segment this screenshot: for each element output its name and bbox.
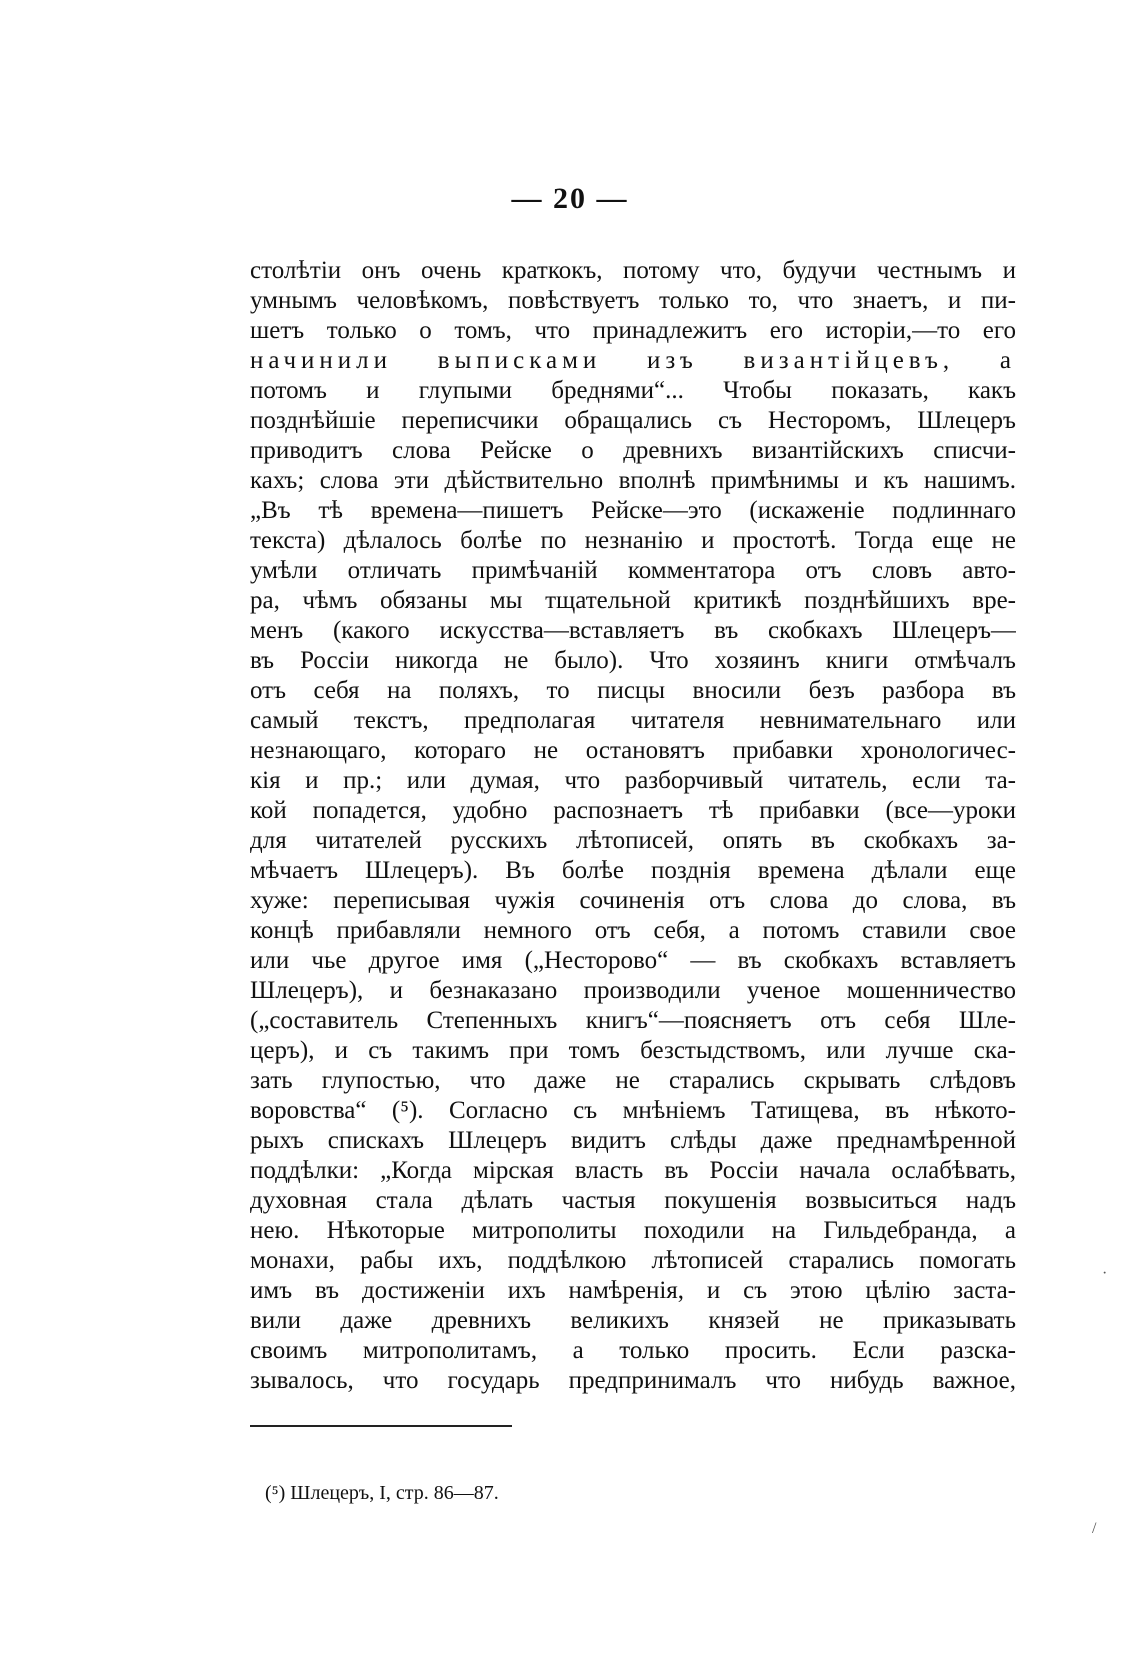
text-line: ра, чѣмъ обязаны мы тщательной критикѣ позднѣйшихъ вре- (250, 587, 1016, 614)
text-line: потомъ и глупыми бреднями“... Чтобы показать, какъ (250, 377, 1016, 404)
text-line: или чье другое имя („Несторово“ — въ скобкахъ вставляетъ (250, 947, 1016, 974)
margin-speck: · (1102, 1265, 1108, 1282)
text-line: имъ въ достиженіи ихъ намѣренія, и съ этою цѣлію заста- (250, 1277, 1016, 1304)
text-line: воровства“ (⁵). Согласно съ мнѣніемъ Татищева, въ нѣкото- (250, 1097, 1016, 1124)
text-line: вили даже древнихъ великихъ князей не приказывать (250, 1307, 1016, 1334)
text-line: незнающаго, котораго не остановятъ прибавки хронологичес- (250, 737, 1016, 764)
text-line: „Въ тѣ времена—пишетъ Рейске—это (искаженіе подлиннаго (250, 497, 1016, 524)
text-line: кахъ; слова эти дѣйствительно вполнѣ примѣнимы и къ нашимъ. (250, 467, 1016, 494)
text-line: отъ себя на поляхъ, то писцы вносили безъ разбора въ (250, 677, 1016, 704)
body-text (250, 256, 1016, 1396)
text-line: рыхъ спискахъ Шлецеръ видитъ слѣды даже преднамѣренной (250, 1127, 1016, 1154)
text-line: умнымъ человѣкомъ, повѣствуетъ только то, что знаетъ, и пи- (250, 287, 1016, 314)
text-line: самый текстъ, предполагая читателя невнимательнаго или (250, 707, 1016, 734)
text-line: текста) дѣлалось болѣе по незнанію и простотѣ. Тогда еще не (250, 527, 1016, 554)
text-line: Шлецеръ), и безнаказано производили ученое мошенничество (250, 977, 1016, 1004)
text-line: столѣтіи онъ очень краткокъ, потому что, будучи честнымъ и (250, 257, 1016, 284)
text-line: хуже: переписывая чужія сочиненія отъ слова до слова, въ (250, 887, 1016, 914)
text-line: церъ), и съ такимъ при томъ безстыдствомъ, или лучше ска- (250, 1037, 1016, 1064)
page-number: — 20 — (511, 182, 629, 215)
text-line: для читателей русскихъ лѣтописей, опять въ скобкахъ за- (250, 827, 1016, 854)
text-line: кой попадется, удобно распознаетъ тѣ прибавки (все—уроки (250, 797, 1016, 824)
text-line: кія и пр.; или думая, что разборчивый читатель, если та- (250, 767, 1016, 794)
text-line: („составитель Степенныхъ книгъ“—поясняетъ отъ себя Шле- (250, 1007, 1016, 1034)
text-line: своимъ митрополитамъ, а только просить. Если разска- (250, 1337, 1016, 1364)
margin-speck: / (1092, 1520, 1097, 1537)
text-line: нею. Нѣкоторые митрополиты походили на Гильдебранда, а (250, 1217, 1016, 1244)
text-line: зать глупостью, что даже не старались скрывать слѣдовъ (250, 1067, 1016, 1094)
text-line: шетъ только о томъ, что принадлежитъ его исторіи,—то его (250, 317, 1016, 344)
text-line: менъ (какого искусства—вставляетъ въ скобкахъ Шлецеръ— (250, 617, 1016, 644)
text-line: въ Россіи никогда не было). Что хозяинъ книги отмѣчалъ (250, 647, 1016, 674)
text-line: мѣчаетъ Шлецеръ). Въ болѣе позднія времена дѣлали еще (250, 857, 1016, 884)
text-line: духовная стала дѣлать частыя покушенія возвыситься надъ (250, 1187, 1016, 1214)
footnote-divider (250, 1425, 512, 1427)
text-line: приводитъ слова Рейске о древнихъ византійскихъ списчи- (250, 437, 1016, 464)
text-line: позднѣйшіе переписчики обращались съ Несторомъ, Шлецеръ (250, 407, 1016, 434)
text-line: зывалось, что государь предпринималъ что нибудь важное, (250, 1367, 1016, 1394)
text-line: умѣли отличать примѣчаній комментатора отъ словъ авто- (250, 557, 1016, 584)
text-line: поддѣлки: „Когда мірская власть въ Россіи начала ослабѣвать, (250, 1157, 1016, 1184)
text-line: начинили выписками изъ византійцевъ, а (250, 347, 1016, 374)
text-line: монахи, рабы ихъ, поддѣлкою лѣтописей старались помогать (250, 1247, 1016, 1274)
text-line: концѣ прибавляли немного отъ себя, а потомъ ставили свое (250, 917, 1016, 944)
footnote: (⁵) Шлецеръ, I, стр. 86—87. (265, 1482, 499, 1504)
